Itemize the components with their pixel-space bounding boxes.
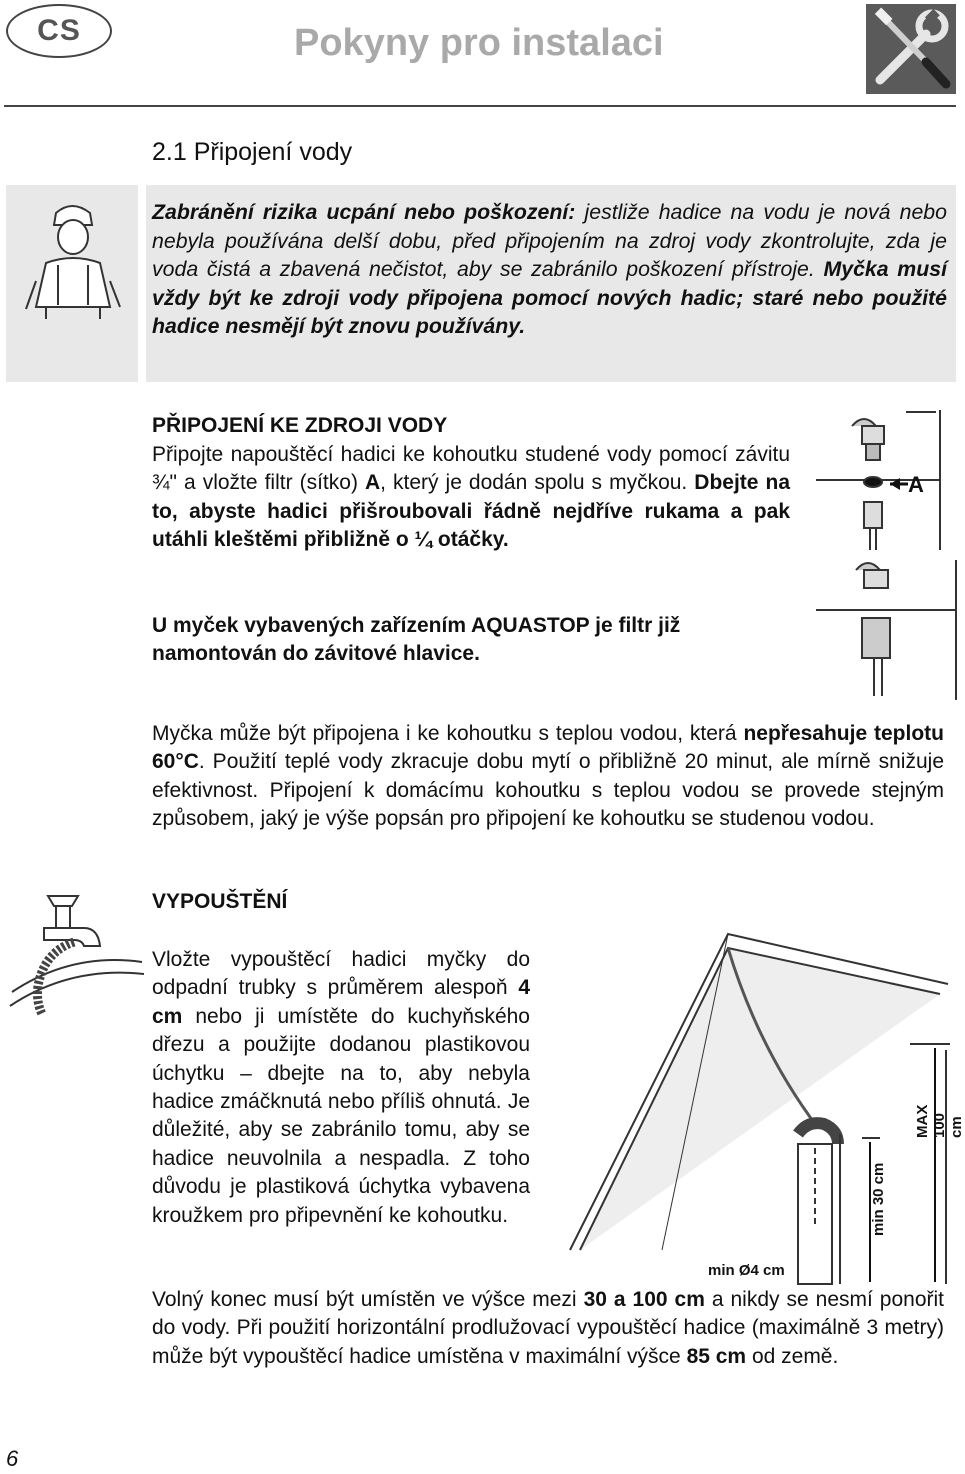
drain-height-paragraph [152,1286,944,1371]
drain-heading: VYPOUŠTĚNÍ [152,890,288,913]
drain-text-a: Vložte vypouštěcí hadici myčky do odpadní trubky s průměrem alespoň [152,948,530,1000]
language-badge [6,4,112,58]
warning-body: jestliže hadice na vodu je nová nebo nebyla používána delší dobu, před připojením na zdroj vody zkontrolujte, zda je voda čistá a zbavená nečistot, aby se zabránilo poškození přístroje. [152,200,947,281]
page-title: Pokyny pro instalaci [294,22,664,64]
figure-label-a: A [908,472,924,497]
drain-height-text-c: od země. [746,1344,839,1368]
aquastop-note: U myček vybavených zařízením AQUASTOP je filtr již namontován do závitové hlavice. [152,614,681,666]
min-diameter-label: min Ø4 cm [708,1262,785,1279]
drain-text-b: nebo ji umístěte do kuchyňského dřezu a použijte dodanou plastikovou úchytku – dbejte na to, aby nebyla hadice zmáčknutá nebo příliš ohnutá. Je důležité, aby se zabránilo tomu, aby se hadice neuvolnila a nespadla. Z toho důvodu je plastiková úchytka vybavena kroužkem pro připevnění ke kohoutku. [152,1004,530,1227]
warning-text [152,198,947,341]
warning-lead: Zabránění rizika ucpání nebo poškození: [152,200,576,224]
drain-height-diagram [540,920,965,1286]
hot-text-b: . Použití teplé vody zkracuje dobu mytí o přibližně 20 minut, ale mírně snižuje efektivnost. Připojení k domácímu kohoutku s teplou vodou se provede stejným způsobem, jaký je výše popsán pro připojení ke kohoutku se studenou vodou. [152,750,944,831]
drain-height-text-a: Volný konec musí být umístěn ve výšce mezi [152,1288,584,1311]
supply-emphasis: Dbejte na to, abyste hadici přišroubovali řádně nejdříve rukama a pak utáhli kleštěmi přibližně o ¼ otáčky. [152,471,791,552]
supply-heading: PŘIPOJENÍ KE ZDROJI VODY [152,414,448,437]
supply-text-b: , který je dodán spolu s myčkou. [380,471,695,495]
supply-paragraph [152,441,790,555]
drain-max-height: 85 cm [686,1344,747,1368]
warning-emphasis: Myčka musí vždy být ke zdroji vody připojena pomocí nových hadic; staré nebo použité hadice nesmějí být znovu používány. [152,257,947,338]
section-title: 2.1 Připojení vody [152,138,353,166]
supply-text-a: Připojte napouštěcí hadici ke kohoutku studené vody pomocí závitu ¾" a vložte filtr (sítko) [152,443,790,495]
page-number: 6 [6,1446,19,1471]
hot-temperature: nepřesahuje teplotu 60°C [152,722,944,774]
drain-height-range: 30 a 100 cm [583,1288,705,1311]
hot-water-paragraph [152,720,944,834]
language-code: CS [37,14,81,47]
filter-label-ref: A [364,471,381,495]
faucet-filter-illustration [812,410,956,700]
wrench-screwdriver-icon [866,4,956,94]
drain-height-text-b: a nikdy se nesmí ponořit do vody. Při použití horizontální prodlužovací vypouštěcí hadice (maximálně 3 metry) může být vypouštěcí hadice umístěna v maximální výšce [152,1288,944,1368]
drain-diameter: 4 cm [152,976,530,1028]
warning-icon-panel [6,185,138,382]
faucet-hose-illustration [4,882,146,1022]
min-height-label: min 30 cm [870,1162,887,1236]
hot-text-a: Myčka může být připojena i ke kohoutku s teplou vodou, která [152,722,744,745]
drain-paragraph [152,946,530,1230]
header-divider [4,105,956,107]
plumber-illustration [6,185,138,382]
max-height-label: MAX 100 cm [914,1104,965,1138]
